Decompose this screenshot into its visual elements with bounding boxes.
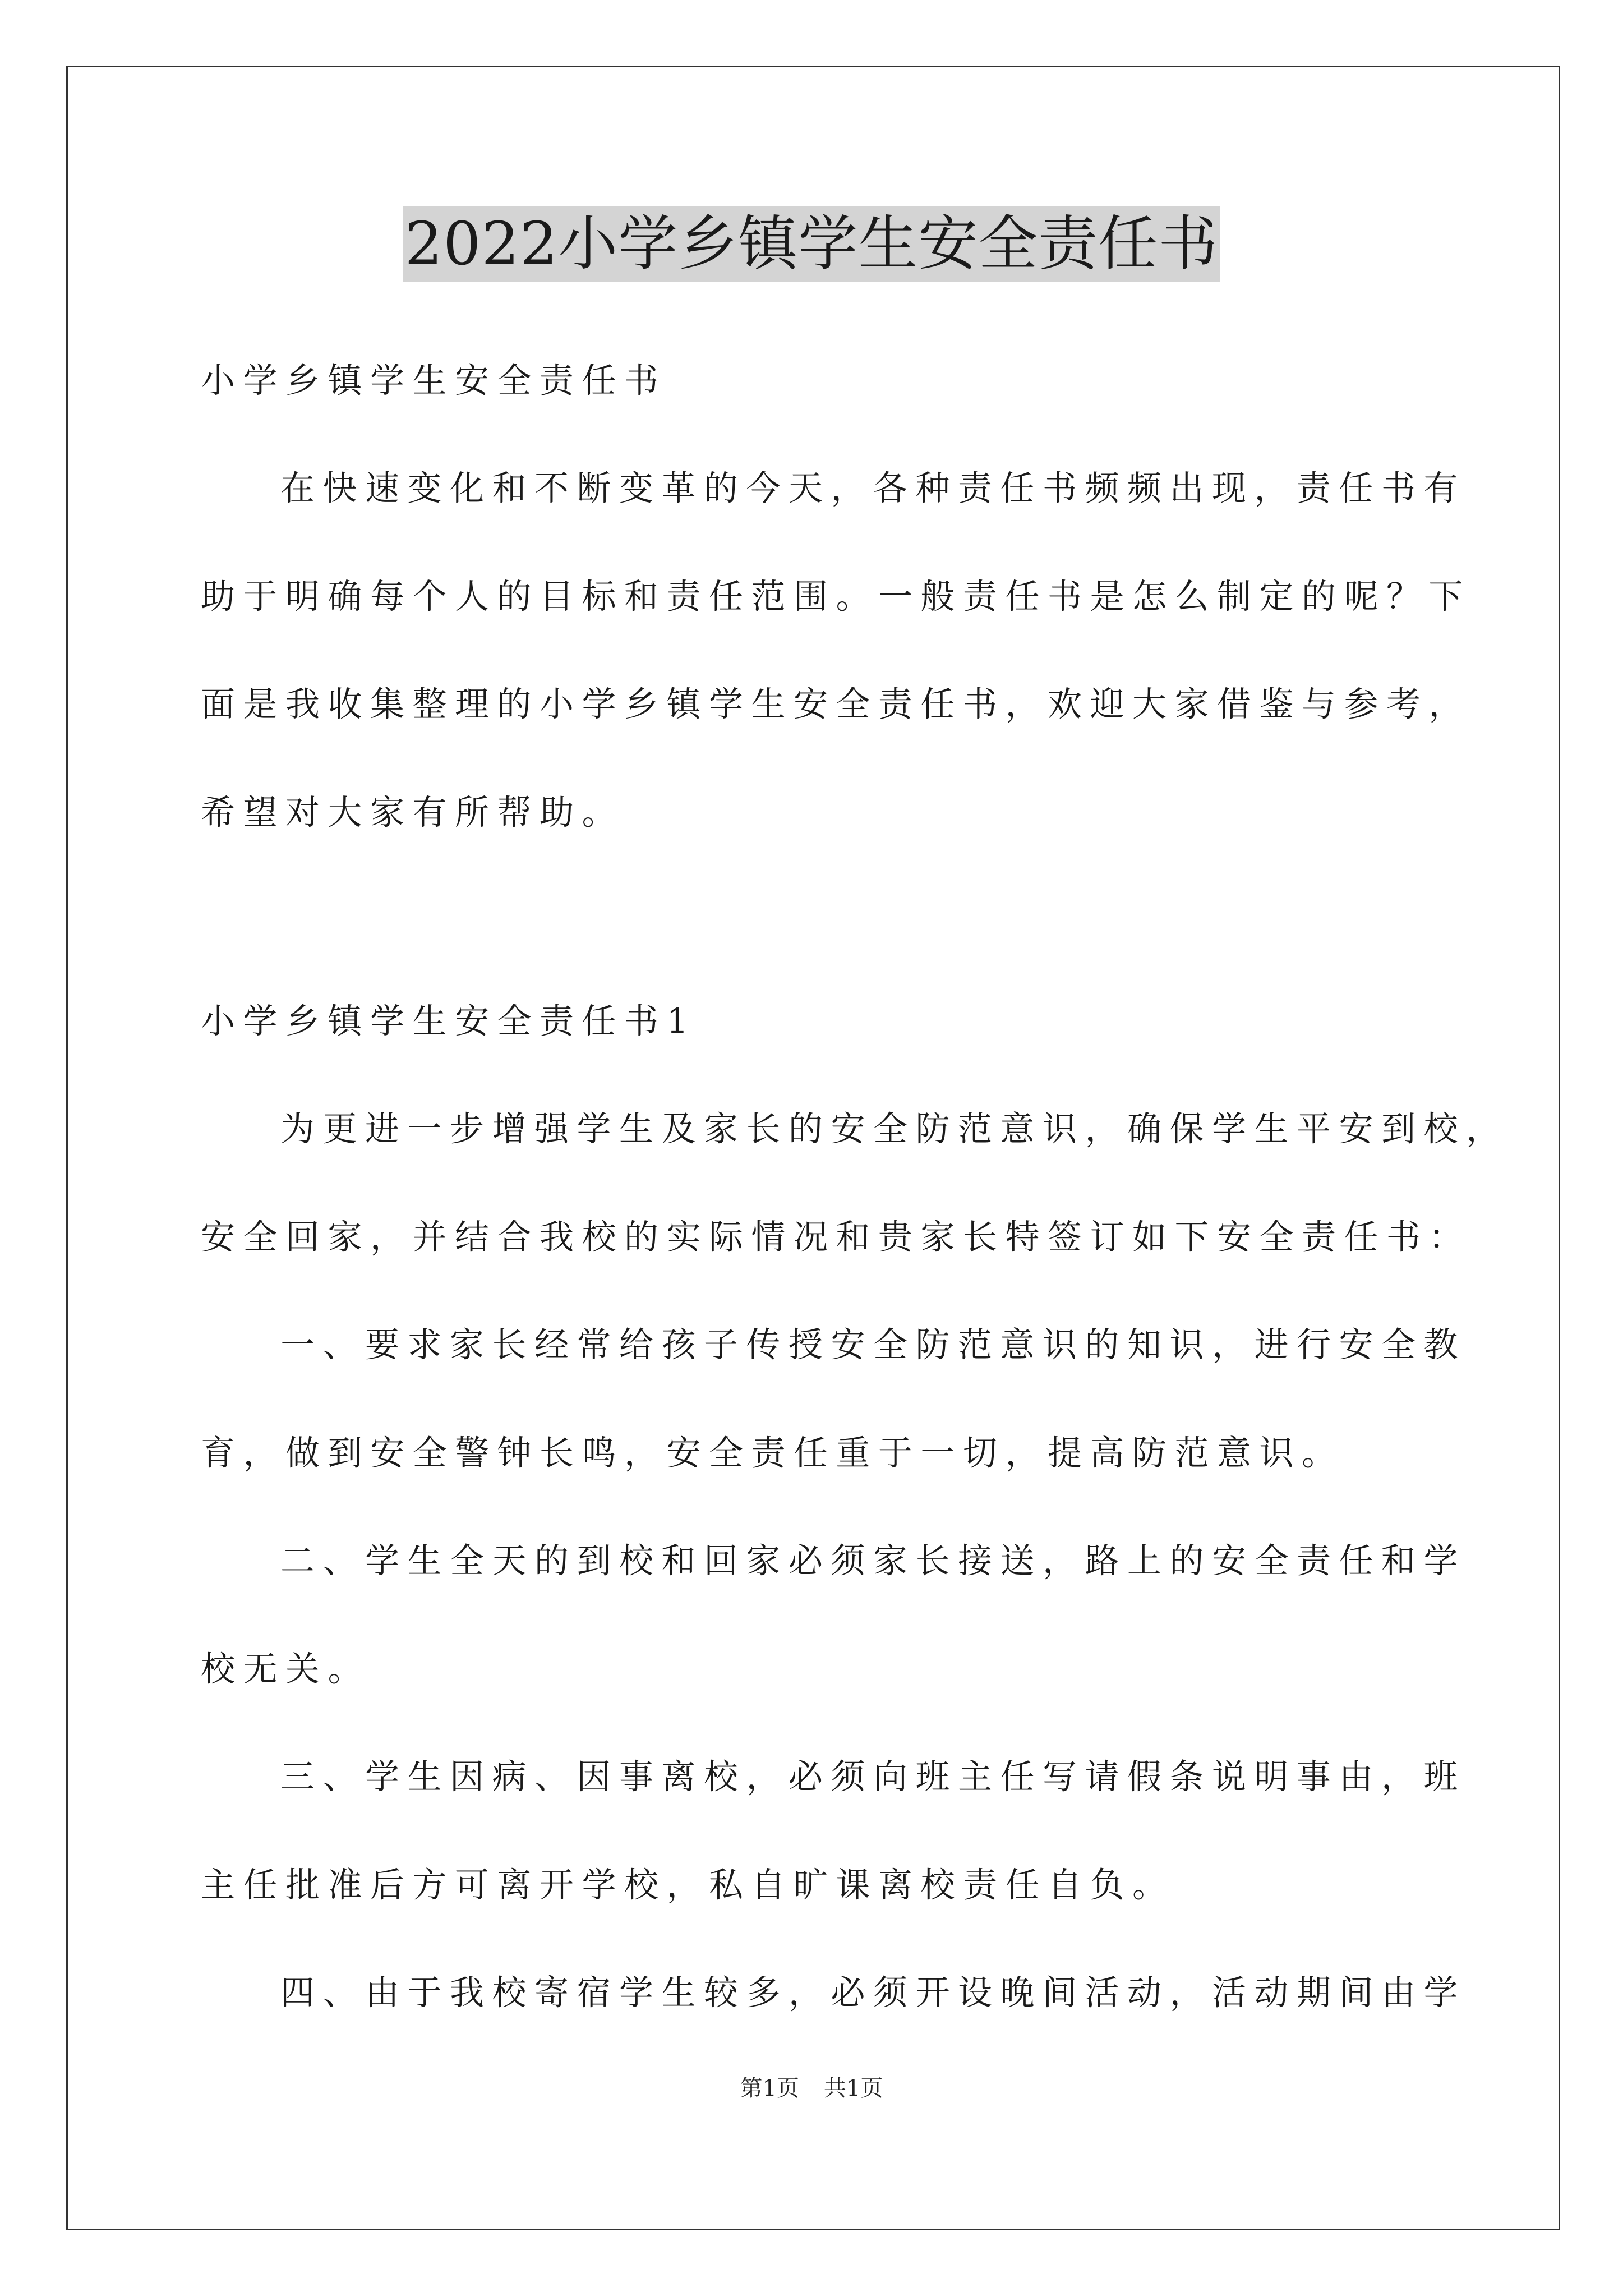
document-subtitle: 小学乡镇学生安全责任书 [201, 361, 667, 401]
section-line-9: 四、由于我校寄宿学生较多，必须开设晚间活动，活动期间由学 [280, 1973, 1467, 2013]
page-number-current: 第1页 [740, 2076, 799, 2101]
intro-line-1: 在快速变化和不断变革的今天，各种责任书频频出现，责任书有 [280, 468, 1467, 508]
section-line-6: 校无关。 [201, 1649, 371, 1689]
page-footer [0, 2077, 1623, 2100]
document-title-text: 2022小学乡镇学生安全责任书 [403, 206, 1221, 282]
intro-line-4: 希望对大家有所帮助。 [201, 793, 625, 832]
page-number-total: 共1页 [824, 2076, 883, 2101]
section-line-1: 为更进一步增强学生及家长的安全防范意识，确保学生平安到校， [280, 1109, 1509, 1149]
intro-line-3: 面是我收集整理的小学乡镇学生安全责任书，欢迎大家借鉴与参考， [201, 684, 1472, 724]
section-line-3: 一、要求家长经常给孩子传授安全防范意识的知识，进行安全教 [280, 1325, 1467, 1365]
section-line-5: 二、学生全天的到校和回家必须家长接送，路上的安全责任和学 [280, 1541, 1467, 1581]
section-line-4: 育，做到安全警钟长鸣，安全责任重于一切，提高防范意识。 [201, 1433, 1344, 1473]
section-line-8: 主任批准后方可离开学校，私自旷课离校责任自负。 [201, 1865, 1175, 1905]
section-line-7: 三、学生因病、因事离校，必须向班主任写请假条说明事由，班 [280, 1757, 1467, 1797]
intro-line-2: 助于明确每个人的目标和责任范围。一般责任书是怎么制定的呢？下 [201, 577, 1472, 616]
section-line-2: 安全回家，并结合我校的实际情况和贵家长特签订如下安全责任书： [201, 1217, 1472, 1257]
document-title [0, 206, 1623, 282]
section-heading: 小学乡镇学生安全责任书1 [201, 1001, 697, 1041]
